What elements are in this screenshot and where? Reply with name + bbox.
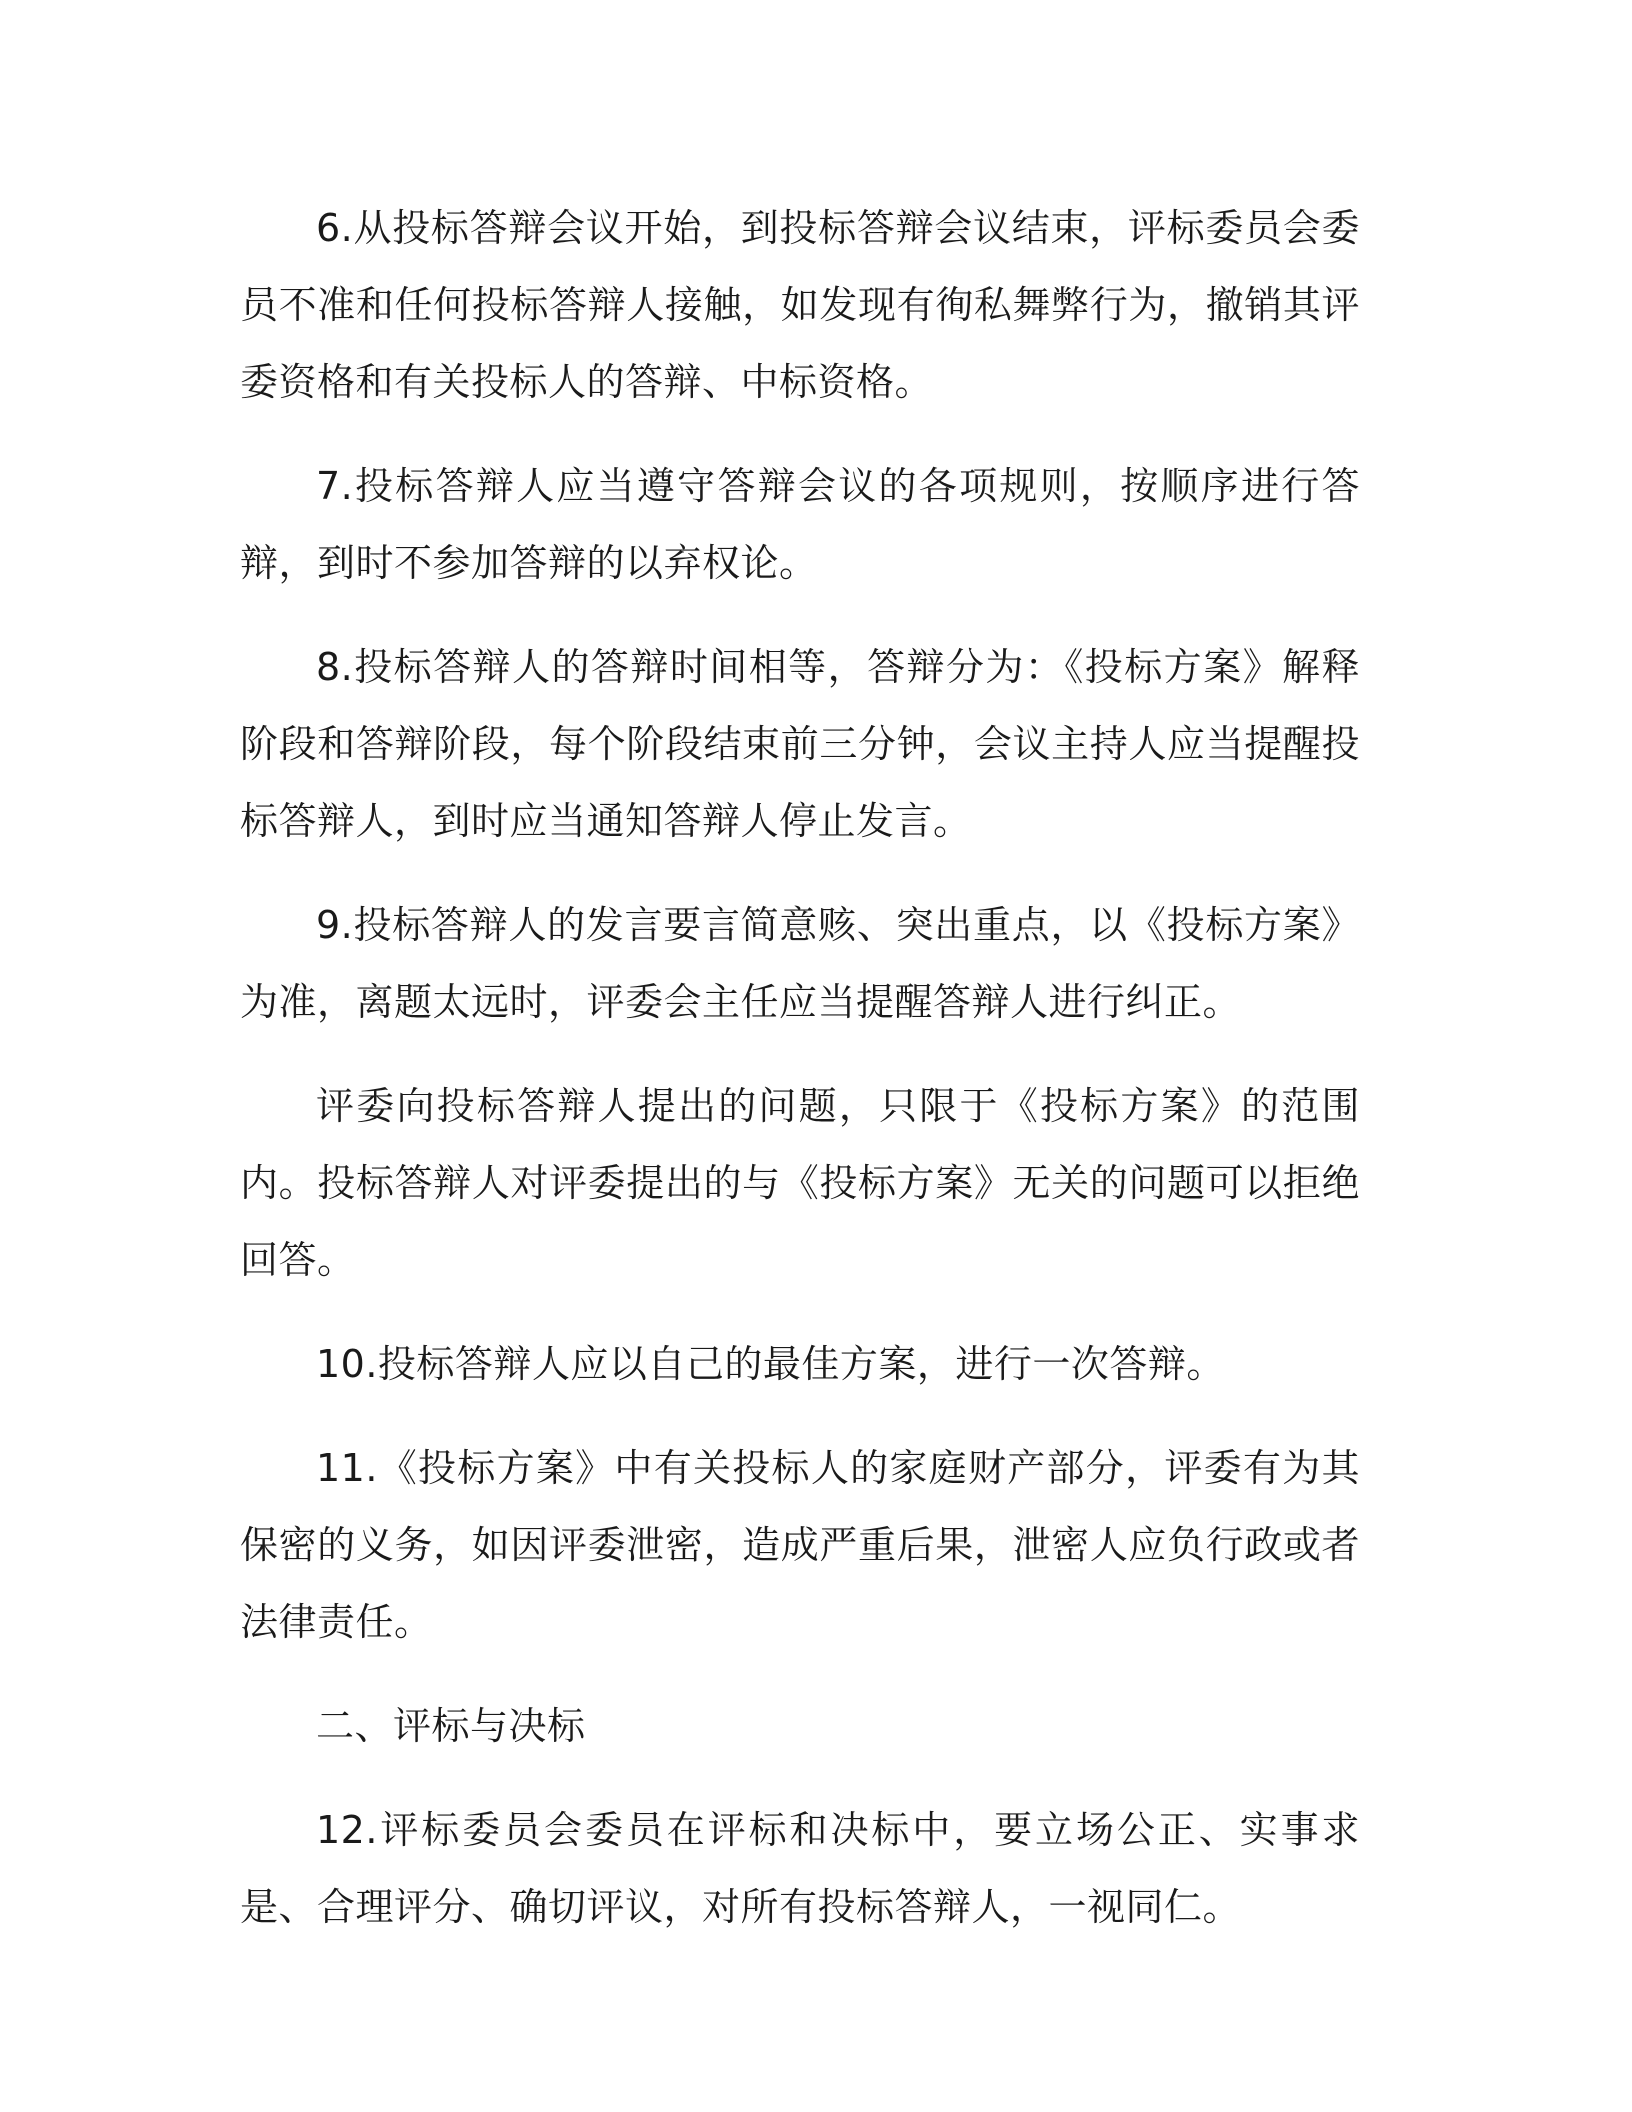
paragraph-rule-12: 12.评标委员会委员在评标和决标中，要立场公正、实事求是、合理评分、确切评议，对所有投标答辩人，一视同仁。 xyxy=(240,1808,1360,1929)
paragraph-rule-6: 6.从投标答辩会议开始，到投标答辩会议结束，评标委员会委员不准和任何投标答辩人接触，如发现有徇私舞弊行为，撤销其评委资格和有关投标人的答辩、中标资格。 xyxy=(240,206,1360,404)
document-body xyxy=(240,190,1360,1973)
paragraph-rule-8: 8.投标答辩人的答辩时间相等，答辩分为：《投标方案》解释阶段和答辩阶段，每个阶段结束前三分钟，会议主持人应当提醒投标答辩人，到时应当通知答辩人停止发言。 xyxy=(240,645,1360,843)
paragraph-rule-10: 10.投标答辩人应以自己的最佳方案，进行一次答辩。 xyxy=(316,1342,1225,1386)
paragraph-rule-7: 7.投标答辩人应当遵守答辩会议的各项规则，按顺序进行答辩，到时不参加答辩的以弃权论。 xyxy=(240,464,1360,585)
paragraph-rule-9-supplement: 评委向投标答辩人提出的问题，只限于《投标方案》的范围内。投标答辩人对评委提出的与《投标方案》无关的问题可以拒绝回答。 xyxy=(240,1084,1360,1282)
paragraph-rule-9: 9.投标答辩人的发言要言简意赅、突出重点，以《投标方案》为准，离题太远时，评委会主任应当提醒答辩人进行纠正。 xyxy=(240,903,1360,1024)
section-heading: 二、评标与决标 xyxy=(316,1704,586,1748)
paragraph-rule-11: 11.《投标方案》中有关投标人的家庭财产部分，评委有为其保密的义务，如因评委泄密，造成严重后果，泄密人应负行政或者法律责任。 xyxy=(240,1446,1360,1644)
